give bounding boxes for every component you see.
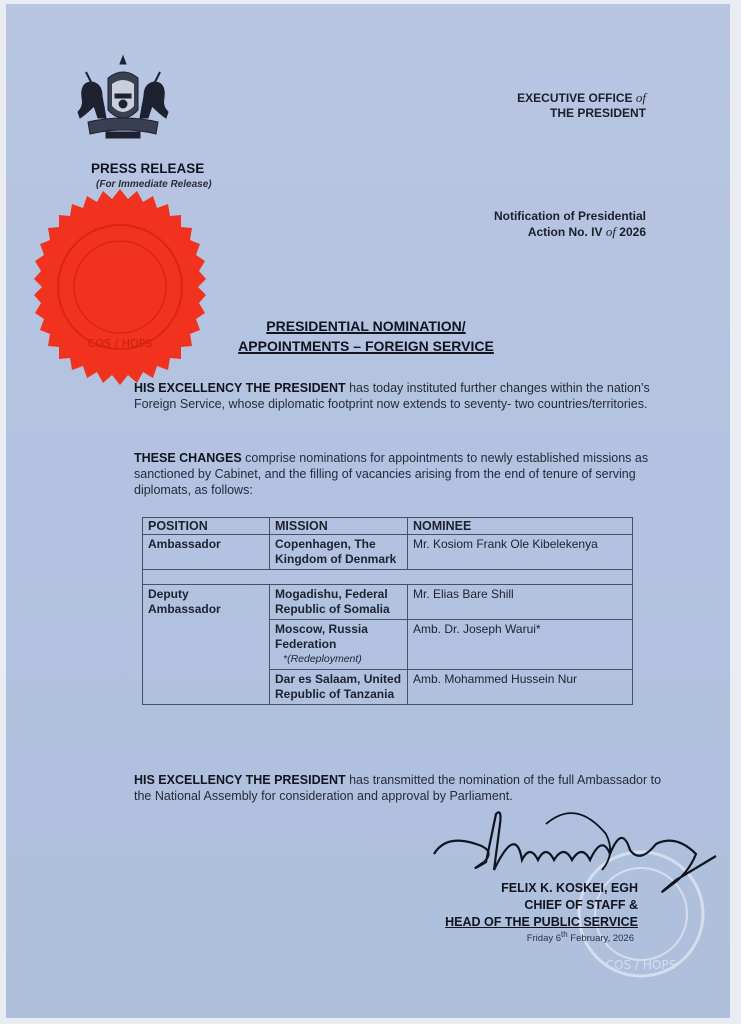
signature-date: Friday 6th February, 2026	[526, 930, 634, 945]
mission-cell: Dar es Salaam, United Republic of Tanzania	[270, 670, 408, 705]
document-page	[6, 4, 730, 1018]
header-mission: MISSION	[270, 518, 408, 535]
signatory-title-1: CHIEF OF STAFF &	[524, 898, 638, 912]
coat-of-arms-icon	[68, 48, 178, 148]
signatory-name: FELIX K. KOSKEI, EGH	[501, 881, 638, 895]
press-release-label: PRESS RELEASE	[91, 161, 205, 176]
signatory-title-2: HEAD OF THE PUBLIC SERVICE	[445, 915, 638, 929]
header-nominee: NOMINEE	[408, 518, 633, 535]
nominee-cell: Mr. Elias Bare Shill	[408, 585, 633, 620]
notification-label: Notification of Presidential Action No. IV of 2026	[493, 209, 646, 239]
immediate-release-label: (For Immediate Release)	[96, 179, 212, 190]
paragraph-changes: THESE CHANGES comprise nominations for appointments to newly established missions as sanctioned by Cabinet, and the filling of vacancies arising from the end of tenure of serving diplomats, as follows:	[134, 451, 649, 497]
position-cell: Deputy Ambassador	[143, 585, 270, 705]
nominee-cell: Amb. Mohammed Hussein Nur	[408, 670, 633, 705]
position-cell: Ambassador	[143, 535, 270, 570]
nominee-cell: Mr. Kosiom Frank Ole Kibelekenya	[408, 535, 633, 570]
svg-text:COS / HOPS: COS / HOPS	[605, 958, 677, 972]
table-header-row	[143, 518, 633, 535]
mission-cell: Mogadishu, Federal Republic of Somalia	[270, 585, 408, 620]
mission-cell: Copenhagen, The Kingdom of Denmark	[270, 535, 408, 570]
page-title: PRESIDENTIAL NOMINATION/ APPOINTMENTS – FOREIGN SERVICE	[238, 318, 494, 354]
table-row	[143, 585, 633, 620]
signatory-block	[445, 880, 638, 931]
table-spacer-row	[143, 570, 633, 585]
appointments-table	[142, 517, 633, 705]
seal-body	[34, 189, 206, 385]
paragraph-transmitted: HIS EXCELLENCY THE PRESIDENT has transmitted the nomination of the full Ambassador to the National Assembly for consideration and approval by Parliament.	[134, 773, 662, 803]
executive-office-label: EXECUTIVE OFFICE of THE PRESIDENT	[517, 90, 646, 120]
table-row	[143, 535, 633, 570]
nominee-cell: Amb. Dr. Joseph Warui*	[408, 620, 633, 670]
redeployment-note: *(Redeployment)	[283, 653, 362, 665]
paragraph-intro: HIS EXCELLENCY THE PRESIDENT has today instituted further changes within the nation’s Foreign Service, whose diplomatic footprint now extends to seventy- two countries/territories.	[134, 381, 650, 411]
red-seal-icon	[20, 187, 220, 387]
header-position: POSITION	[143, 518, 270, 535]
svg-text:COS / HOPS: COS / HOPS	[87, 337, 153, 350]
mission-cell: Moscow, Russia Federation *(Redeployment)	[270, 620, 408, 670]
